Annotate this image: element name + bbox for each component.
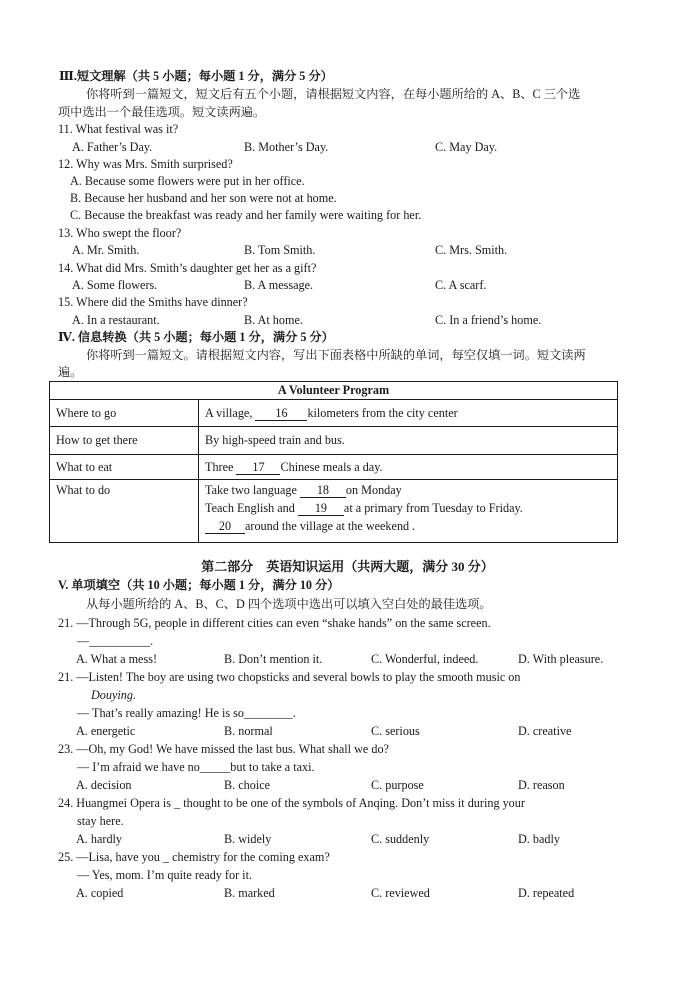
q23-reply: — I’m afraid we have no_____but to take a taxi. <box>77 760 315 774</box>
q24-line-2: stay here. <box>77 814 124 828</box>
q25-option-a: A. copied <box>76 886 124 900</box>
q22-option-b: B. normal <box>224 724 273 738</box>
part-2-title: 第二部分 英语知识运用（共两大题，满分 30 分） <box>201 559 494 574</box>
q15-option-a: A. In a restaurant. <box>72 313 160 327</box>
q11-option-b: B. Mother’s Day. <box>244 140 329 154</box>
question-11: 11. What festival was it? <box>58 122 179 136</box>
question-21: 21. —Through 5G, people in different cities can even “shake hands” on the same screen. <box>58 616 491 630</box>
blank-16: 16 <box>255 407 307 421</box>
q24-option-b: B. widely <box>224 832 272 846</box>
q22-option-d: D. creative <box>518 724 572 738</box>
volunteer-program-table <box>49 381 618 543</box>
table-key-where: Where to go <box>50 400 199 427</box>
question-23: 23. —Oh, my God! We have missed the last bus. What shall we do? <box>58 742 389 756</box>
q21-option-d: D. With pleasure. <box>518 652 604 666</box>
table-key-how: How to get there <box>50 427 199 455</box>
q13-option-c: C. Mrs. Smith. <box>435 243 508 257</box>
section-4-instruction-line1: 你将听到一篇短文。请根据短文内容，写出下面表格中所缺的单词，每空仅填一词。短文读两 <box>86 348 586 362</box>
q22-option-a: A. energetic <box>76 724 136 738</box>
table-value-how: By high-speed train and bus. <box>199 427 618 455</box>
q25-option-b: B. marked <box>224 886 275 900</box>
question-24: 24. Huangmei Opera is _ thought to be one of the symbols of Anqing. Don’t miss it during your <box>58 796 525 810</box>
q23-option-a: A. decision <box>76 778 132 792</box>
q25-reply: — Yes, mom. I’m quite ready for it. <box>77 868 253 882</box>
section-5-instruction: 从每小题所给的 A、B、C、D 四个选项中选出可以填入空白处的最佳选项。 <box>86 597 492 611</box>
q24-option-c: C. suddenly <box>371 832 430 846</box>
q12-option-a: A. Because some flowers were put in her office. <box>70 174 305 188</box>
q14-option-b: B. A message. <box>244 278 314 292</box>
question-13: 13. Who swept the floor? <box>58 226 182 240</box>
q11-option-a: A. Father’s Day. <box>72 140 153 154</box>
section-3-instruction-line2: 项中选出一个最佳选项。短文读两遍。 <box>58 105 266 119</box>
blank-18: 18 <box>300 484 346 498</box>
question-22: 21. —Listen! The boy are using two chopsticks and several bowls to play the smooth music on <box>58 670 521 684</box>
table-header: A Volunteer Program <box>50 382 618 400</box>
do-line-3: 20 around the village at the weekend . <box>205 517 611 535</box>
q13-option-a: A. Mr. Smith. <box>72 243 140 257</box>
q21-option-b: B. Don’t mention it. <box>224 652 323 666</box>
q13-option-b: B. Tom Smith. <box>244 243 316 257</box>
blank-20: 20 <box>205 520 245 534</box>
q15-option-b: B. At home. <box>244 313 303 327</box>
section-3-title: Ⅲ.短文理解（共 5 小题；每小题 1 分，满分 5 分） <box>59 69 333 83</box>
q23-option-c: C. purpose <box>371 778 424 792</box>
blank-19: 19 <box>298 502 344 516</box>
table-value-eat: Three 17 Chinese meals a day. <box>199 455 618 480</box>
q22-option-c: C. serious <box>371 724 420 738</box>
question-15: 15. Where did the Smiths have dinner? <box>58 295 248 309</box>
q15-option-c: C. In a friend’s home. <box>435 313 542 327</box>
q21-reply: —__________. <box>77 634 154 648</box>
q22-line-2: Douying. <box>91 688 137 702</box>
q22-reply: — That’s really amazing! He is so________. <box>77 706 296 720</box>
table-value-do <box>199 480 618 543</box>
q24-option-d: D. badly <box>518 832 560 846</box>
table-value-where: A village, 16 kilometers from the city center <box>199 400 618 427</box>
question-14: 14. What did Mrs. Smith’s daughter get her as a gift? <box>58 261 317 275</box>
q24-option-a: A. hardly <box>76 832 123 846</box>
question-12: 12. Why was Mrs. Smith surprised? <box>58 157 233 171</box>
q23-option-b: B. choice <box>224 778 271 792</box>
q14-option-c: C. A scarf. <box>435 278 487 292</box>
q14-option-a: A. Some flowers. <box>72 278 158 292</box>
question-25: 25. —Lisa, have you _ chemistry for the coming exam? <box>58 850 330 864</box>
section-4-title: Ⅳ. 信息转换（共 5 小题；每小题 1 分，满分 5 分） <box>58 330 334 344</box>
q23-option-d: D. reason <box>518 778 565 792</box>
q12-option-c: C. Because the breakfast was ready and her family were waiting for her. <box>70 208 422 222</box>
do-line-2: Teach English and 19 at a primary from Tuesday to Friday. <box>205 501 523 515</box>
do-line-1: Take two language 18 on Monday <box>205 483 402 497</box>
q21-option-c: C. Wonderful, indeed. <box>371 652 479 666</box>
q12-option-b: B. Because her husband and her son were not at home. <box>70 191 337 205</box>
section-3-instruction-line1: 你将听到一篇短文，短文后有五个小题，请根据短文内容，在每小题所给的 A、B、C 三个选 <box>86 87 581 101</box>
section-5-title: V. 单项填空（共 10 小题；每小题 1 分，满分 10 分） <box>58 578 340 592</box>
table-key-eat: What to eat <box>50 455 199 480</box>
section-4-instruction-line2: 遍。 <box>58 365 83 379</box>
q21-option-a: A. What a mess! <box>76 652 158 666</box>
blank-17: 17 <box>236 461 280 475</box>
q11-option-c: C. May Day. <box>435 140 498 154</box>
q25-option-d: D. repeated <box>518 886 575 900</box>
q25-option-c: C. reviewed <box>371 886 430 900</box>
table-key-do: What to do <box>50 480 199 543</box>
